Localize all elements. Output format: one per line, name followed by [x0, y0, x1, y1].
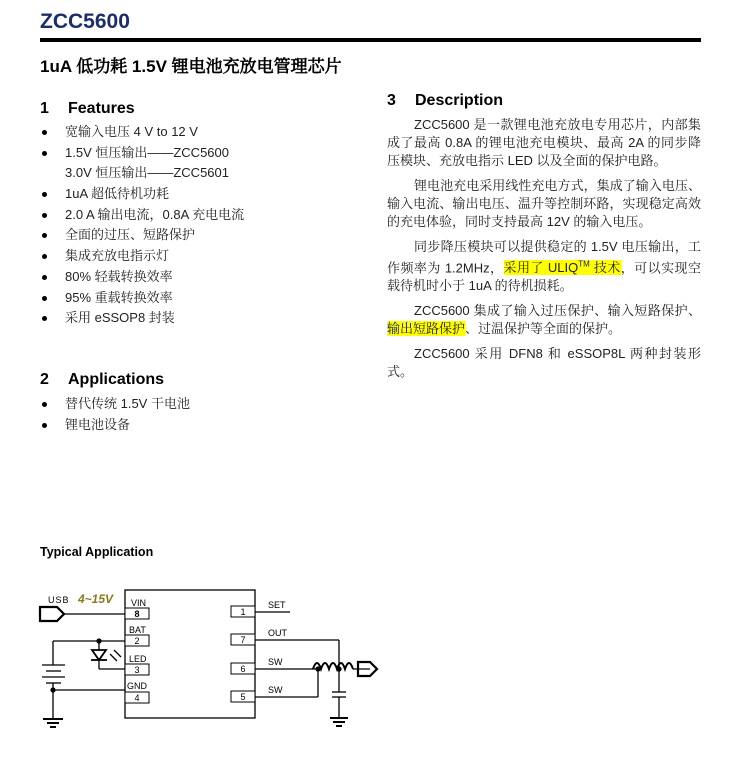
pin-name: SW: [268, 685, 283, 695]
trademark-mark: TM: [578, 260, 590, 269]
pin-number: 8: [134, 609, 140, 619]
application-item: [40, 394, 190, 415]
feature-text: 95% 重载转换效率: [65, 289, 173, 305]
features-heading: [40, 100, 135, 118]
section-number: 3: [387, 92, 396, 109]
description-body: [387, 116, 701, 388]
feature-text: 1.5V 恒压输出——ZCC5600: [65, 144, 229, 160]
feature-text: 2.0 A 输出电流，0.8A 充电电流: [65, 206, 245, 222]
bullet-icon: [42, 402, 47, 407]
description-paragraph: ZCC5600 是一款锂电池充放电专用芯片，内部集成了最高 0.8A 的锂电池充电模块、最高 2A 的同步降压模块、充放电指示 LED 以及全面的保护电路。: [387, 117, 701, 168]
feature-text: 集成充放电指示灯: [65, 248, 170, 264]
bullet-icon: [42, 130, 47, 135]
application-text: 替代传统 1.5V 干电池: [65, 396, 190, 411]
pin-number: 3: [134, 665, 140, 675]
ground-icon: [330, 718, 348, 726]
bullet-icon: [42, 151, 47, 156]
bullet-icon: [42, 192, 47, 197]
pin-name: VIN: [131, 598, 147, 608]
bullet-icon: [42, 316, 47, 321]
part-number-title: ZCC5600: [40, 10, 130, 33]
usb-label: USB: [48, 595, 70, 605]
description-paragraph: 锂电池充电采用线性充电方式，集成了输入电压、输入电流、输出电压、温升等控制环路，实现稳定高效的充电体验，同时支持最高 12V 的输入电压。: [387, 178, 701, 229]
bullet-icon: [42, 254, 47, 259]
applications-list: [40, 394, 190, 435]
section-title: Applications: [68, 371, 165, 388]
feature-text: 采用 eSSOP8 封装: [65, 310, 175, 326]
application-text: 锂电池设备: [65, 416, 131, 432]
description-heading: [387, 92, 503, 110]
pin-number: 4: [134, 693, 140, 703]
pin-number: 1: [240, 607, 246, 617]
feature-item: [40, 143, 244, 164]
pin-name: SW: [268, 657, 283, 667]
section-number: 2: [40, 371, 49, 388]
pin-name: OUT: [268, 628, 287, 638]
bullet-icon: [42, 423, 47, 428]
feature-text: 宽输入电压 4 V to 12 V: [65, 124, 198, 139]
typical-application-label: Typical Application: [40, 545, 154, 559]
feature-item: [40, 163, 244, 184]
led-icon: [91, 650, 121, 661]
applications-heading: [40, 371, 164, 389]
feature-item: [40, 122, 244, 143]
bullet-icon: [42, 275, 47, 280]
description-paragraph: 同步降压模块可以提供稳定的 1.5V 电压输出，工作频率为 1.2MHz，采用了 ULIQ™ 技术，可以实现空载待机时小于 1uA 的待机损耗。: [387, 239, 701, 294]
feature-text: 3.0V 恒压输出——ZCC5601: [65, 165, 229, 181]
bullet-icon: [42, 233, 47, 238]
feature-item: [40, 205, 244, 226]
bullet-icon: [42, 213, 47, 218]
pin-name: GND: [127, 681, 147, 691]
section-number: 1: [40, 100, 49, 117]
bullet-icon: [42, 296, 47, 301]
pin-name: LED: [129, 654, 147, 664]
pin-name: SET: [268, 600, 286, 610]
feature-item: [40, 225, 244, 246]
feature-item: [40, 267, 244, 288]
pin-number: 5: [240, 692, 246, 702]
ground-icon: [43, 719, 63, 727]
battery-icon: [42, 665, 65, 683]
section-title: Features: [68, 100, 135, 117]
typical-application-schematic: [30, 580, 380, 759]
feature-text: 80% 轻载转换效率: [65, 268, 173, 284]
application-item: [40, 415, 190, 436]
highlighted-text: 采用了 ULIQ™ 技术: [503, 260, 621, 276]
features-list: [40, 122, 244, 329]
feature-text: 全面的过压、短路保护: [65, 227, 196, 243]
input-range-label: 4~15V: [78, 592, 114, 606]
feature-text: 1uA 超低待机功耗: [65, 186, 170, 202]
highlighted-text: 输出短路保护: [387, 321, 466, 337]
feature-item: [40, 246, 244, 267]
capacitor-icon: [332, 692, 346, 697]
document-subtitle: 1uA 低功耗 1.5V 锂电池充放电管理芯片: [40, 57, 342, 76]
feature-item: [40, 288, 244, 309]
description-paragraph: ZCC5600 集成了输入过压保护、输入短路保护、输出短路保护、过温保护等全面的保护。: [387, 303, 701, 337]
title-divider: [40, 38, 701, 42]
pin-number: 6: [240, 664, 246, 674]
feature-item: [40, 308, 244, 329]
feature-item: [40, 184, 244, 205]
description-paragraph: ZCC5600 采用 DFN8 和 eSSOP8L 两种封装形式。: [387, 346, 701, 380]
usb-input-port-icon: [40, 607, 64, 621]
pin-number: 2: [134, 636, 140, 646]
section-title: Description: [415, 92, 504, 109]
pin-number: 7: [240, 635, 246, 645]
pin-name: BAT: [129, 625, 146, 635]
